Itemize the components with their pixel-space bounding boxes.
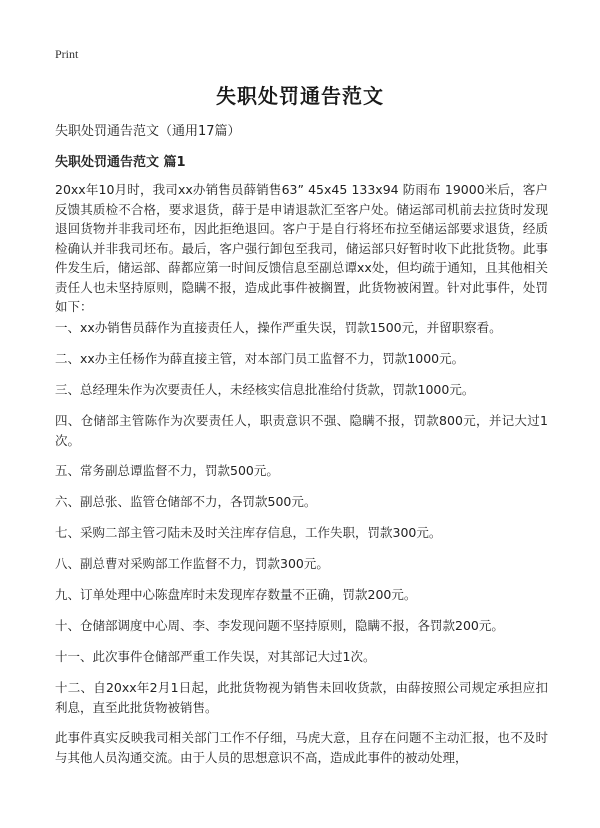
penalty-item-11: 十一、此次事件仓储部严重工作失误，对其部记大过1次。	[55, 649, 376, 664]
document-subtitle: 失职处罚通告范文（通用17篇）	[55, 124, 241, 139]
section-heading: 失职处罚通告范文 篇1	[55, 155, 186, 170]
intro-paragraph: 20xx年10月时，我司xx办销售员薛销售63” 45x45 133x94 防雨布 19000米后，客户反馈其质检不合格，要求退货，薛于是申请退款汇至客户处。储运部司机前去拉货时发现退回货物并非我司坯布，因此拒绝退回。客户于是自行将坯布拉至储运部要求退货，经质检确认并非我司坯布。最后，客户强行卸包至我司，储运部只好暂时收下此批货物。此事件发生后，储运部、薛都应第一时间反馈信息至副总谭xx处，但均疏于通知，且其他相关责任人也未坚持原则，隐瞒不报，造成此事件被搁置，此货物被闲置。针对此事件，处罚如下：	[55, 182, 548, 314]
penalty-item-5: 五、常务副总谭监督不力，罚款500元。	[55, 463, 279, 478]
penalty-item-4: 四、仓储部主管陈作为次要责任人，职责意识不强、隐瞒不报，罚款800元，并记大过1次。	[55, 413, 548, 448]
penalty-item-7: 七、采购二部主管刁陆未及时关注库存信息，工作失职，罚款300元。	[55, 525, 442, 540]
print-link[interactable]: Print	[55, 47, 79, 61]
penalty-item-3: 三、总经理朱作为次要责任人，未经核实信息批准给付货款，罚款1000元。	[55, 382, 475, 397]
penalty-item-2: 二、xx办主任杨作为薛直接主管，对本部门员工监督不力，罚款1000元。	[55, 351, 465, 366]
document-title: 失职处罚通告范文	[216, 84, 384, 108]
penalty-item-8: 八、副总曹对采购部工作监督不力，罚款300元。	[55, 556, 329, 571]
penalty-item-10: 十、仓储部调度中心周、李、李发现问题不坚持原则，隐瞒不报，各罚款200元。	[55, 618, 504, 633]
penalty-item-9: 九、订单处理中心陈盘库时未发现库存数量不正确，罚款200元。	[55, 587, 417, 602]
penalty-item-6: 六、副总张、监管仓储部不力，各罚款500元。	[55, 494, 317, 509]
closing-paragraph: 此事件真实反映我司相关部门工作不仔细，马虎大意，且存在问题不主动汇报，也不及时与其他人员沟通交流。由于人员的思想意识不高，造成此事件的被动处理，	[55, 730, 548, 765]
penalty-item-12: 十二、自20xx年2月1日起，此批货物视为销售未回收货款，由薛按照公司规定承担应扣利息，直至此批货物被销售。	[55, 680, 548, 715]
penalty-item-1: 一、xx办销售员薛作为直接责任人，操作严重失误，罚款1500元，并留职察看。	[55, 320, 502, 335]
